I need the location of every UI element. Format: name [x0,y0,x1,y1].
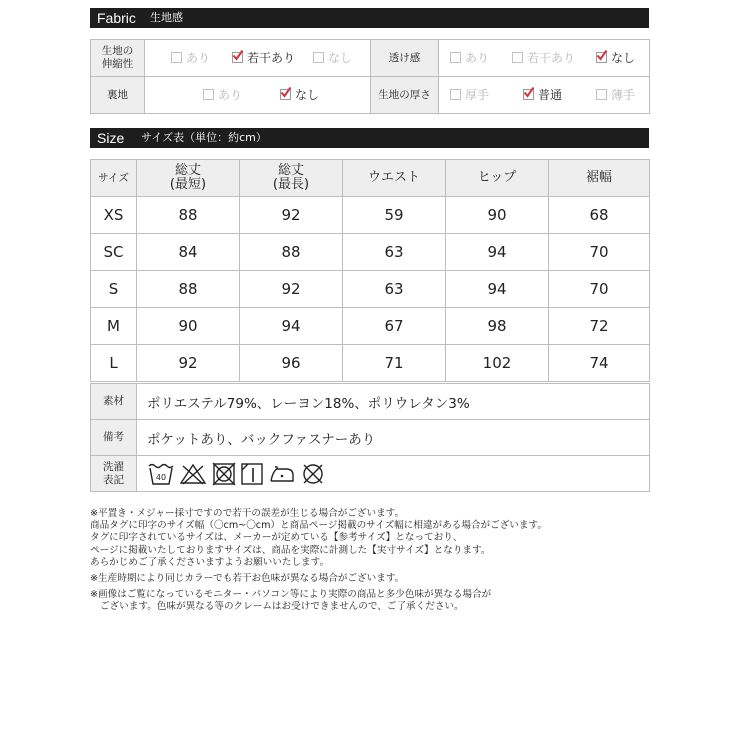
size-value-cell: 84 [137,234,240,271]
note-line: ページに掲載いたしておりますサイズは、商品を実際に計測した【実寸サイズ】となります。 [90,544,491,556]
size-heading: Size [97,130,125,146]
checkbox-checked-icon [232,52,243,63]
remarks-value: ポケットあり、バックファスナーあり [137,420,650,456]
checkbox-icon [203,89,214,100]
checkbox-icon [596,89,607,100]
size-value-cell: 88 [240,234,343,271]
column-header-size: サイズ [91,160,137,197]
checkbox-checked-icon [523,89,534,100]
transparency-option-yes[interactable] [450,51,489,65]
care-label-line2: 表記 [103,473,124,486]
stretch-label-line2: 伸縮性 [101,58,134,70]
stretch-label-line1: 生地の [101,45,134,57]
size-label: XS [91,197,137,234]
size-label: SC [91,234,137,271]
care-symbols [137,456,650,492]
size-label: L [91,345,137,382]
no-tumble-dry-icon [211,462,237,486]
material-label: 素材 [91,384,137,420]
care-label-line1: 洗濯 [103,460,124,473]
size-table-header [91,160,650,197]
table-row [91,271,650,308]
column-header-subtext: (最短) [169,177,207,192]
column-header-hem-width: 裾幅 [549,160,650,197]
size-value-cell: 70 [549,271,650,308]
column-header-length-min [137,160,240,197]
size-value-cell: 74 [549,345,650,382]
stretch-label [91,40,145,77]
care-row [91,456,650,492]
option-label: 普通 [538,88,563,102]
option-label: あり [186,51,211,65]
size-value-cell: 96 [240,345,343,382]
thickness-options [439,77,650,114]
no-bleach-icon [178,462,208,486]
transparency-label [371,40,439,77]
column-header-waist: ウエスト [343,160,446,197]
thickness-option-normal[interactable] [523,88,562,102]
size-value-cell: 67 [343,308,446,345]
care-label [91,456,137,492]
size-value-cell: 68 [549,197,650,234]
fabric-table [90,39,650,114]
option-label: あり [218,88,243,102]
thickness-option-thin[interactable] [596,88,635,102]
note-line: ※画像はご覧になっているモニター・パソコン等により実際の商品と多少色味が異なる場合が [90,589,492,601]
thickness-label-text: 生地の厚さ [378,88,431,101]
option-label: なし [611,51,636,65]
lining-label-text: 裏地 [107,88,128,101]
info-table [90,383,650,492]
option-label: 若干あり [247,51,296,65]
size-value-cell: 72 [549,308,650,345]
size-value-cell: 88 [137,197,240,234]
thickness-option-thick[interactable] [450,88,489,102]
wash-temp-label: 40 [155,472,167,482]
size-value-cell: 88 [137,271,240,308]
line-dry-shade-icon [240,462,264,486]
option-label: 薄手 [611,88,636,102]
note-line: ※平置き・メジャー採寸ですので若干の誤差が生じる場合がございます。 [90,508,405,519]
option-label: なし [328,51,353,65]
fabric-heading: Fabric [97,10,136,26]
size-value-cell: 90 [446,197,549,234]
checkbox-icon [512,52,523,63]
table-row [91,345,650,382]
table-row [91,308,650,345]
material-value: ポリエステル79%、レーヨン18%、ポリウレタン3% [137,384,650,420]
option-label: あり [465,51,490,65]
option-label: 若干あり [527,51,576,65]
stretch-option-yes[interactable] [171,51,210,65]
size-value-cell: 92 [240,197,343,234]
lining-option-yes[interactable] [203,88,242,102]
stretch-options [145,40,371,77]
transparency-option-none[interactable] [596,51,635,65]
checkbox-checked-icon [596,52,607,63]
size-value-cell: 94 [240,308,343,345]
table-row [91,197,650,234]
lining-options [145,77,371,114]
checkbox-icon [450,52,461,63]
note-line: タグに印字されているサイズは、メーカーが定めている【参考サイズ】となっており、 [90,532,463,544]
transparency-option-slight[interactable] [512,51,575,65]
column-header-subtext: (最長) [272,177,310,192]
stretch-option-none[interactable] [313,51,352,65]
iron-low-icon [267,462,297,486]
transparency-label-text: 透け感 [388,51,421,64]
column-header-text: 総丈 [174,163,201,178]
no-dry-clean-icon [300,462,326,486]
size-value-cell: 90 [137,308,240,345]
option-label: なし [295,88,320,102]
size-value-cell: 98 [446,308,549,345]
size-value-cell: 94 [446,234,549,271]
checkbox-checked-icon [280,89,291,100]
fabric-row-lining [91,77,650,114]
checkbox-icon [450,89,461,100]
size-value-cell: 63 [343,234,446,271]
size-value-cell: 92 [240,271,343,308]
stretch-option-slight[interactable] [232,51,295,65]
remarks-label: 備考 [91,420,137,456]
size-value-cell: 92 [137,345,240,382]
column-header-text: 総丈 [277,163,304,178]
lining-option-none[interactable] [280,88,319,102]
size-value-cell: 70 [549,234,650,271]
column-header-hip: ヒップ [446,160,549,197]
size-table [90,159,650,382]
size-value-cell: 102 [446,345,549,382]
wash-40-icon [147,462,175,486]
thickness-label [371,77,439,114]
size-value-cell: 59 [343,197,446,234]
fabric-subheading: 生地感 [150,11,183,24]
size-value-cell: 71 [343,345,446,382]
checkbox-icon [171,52,182,63]
lining-label [91,77,145,114]
column-header-length-max [240,160,343,197]
note-line: ございます。色味が異なる等のクレームはお受けできませんので、ご了承ください。 [100,601,464,613]
size-subheading: サイズ表（単位：約cm） [141,131,267,144]
note-line: ※生産時期により同じカラーでも若干お色味が異なる場合がございます。 [90,573,405,585]
material-row [91,384,650,420]
option-label: 厚手 [465,88,490,102]
size-header-bar [90,128,649,148]
notes [90,508,650,614]
note-line: 商品タグに印字のサイズ幅（〇cm~〇cm）と商品ページ掲載のサイズ幅に相違がある場合がございます。 [90,520,547,532]
checkbox-icon [313,52,324,63]
table-row [91,234,650,271]
size-value-cell: 63 [343,271,446,308]
size-value-cell: 94 [446,271,549,308]
transparency-options [439,40,650,77]
note-line: あらかじめご了承くださいますようお願いいたします。 [90,556,330,568]
size-label: S [91,271,137,308]
size-label: M [91,308,137,345]
fabric-row-stretch [91,40,650,77]
remarks-row [91,420,650,456]
fabric-header-bar [90,8,649,28]
